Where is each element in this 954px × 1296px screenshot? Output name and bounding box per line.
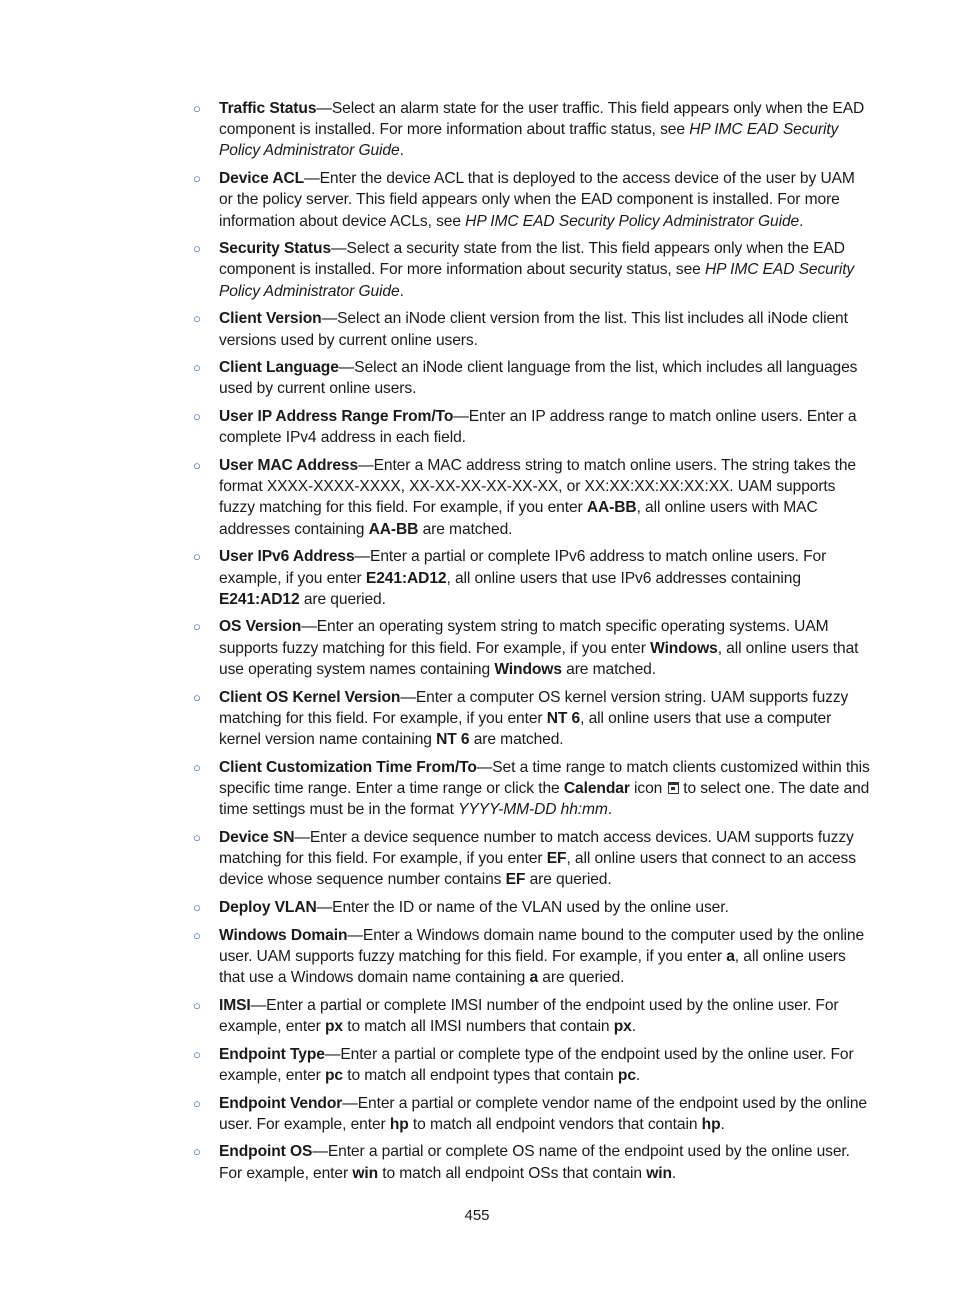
- list-item-windows-domain: ○ Windows Domain—Enter a Windows domain name bound to the computer used by the online user. UAM supports fuzzy matching for this field. For example, if you enter a, all online users that use a Windows domain name containing a are queried.: [193, 926, 865, 987]
- bullet-icon: ○: [193, 1046, 201, 1062]
- example-value: pc: [324, 1066, 343, 1084]
- bullet-icon: ○: [193, 409, 201, 425]
- list-item-os-version: ○ OS Version—Enter an operating system string to match specific operating systems. UAM supports fuzzy matching for this field. For example, if you enter Windows, all online users that use operating system names containing Windows are matched.: [193, 618, 859, 678]
- list-item-deploy-vlan: [190, 897, 870, 918]
- term: OS Version: [219, 618, 302, 636]
- list-item-endpoint-os: ○ Endpoint OS—Enter a partial or complete OS name of the endpoint used by the online user. For example, enter win to match all endpoint OSs that contain win.: [193, 1143, 850, 1182]
- description: —Enter the device ACL that is deployed to the access device of the user by UAM or the policy server. This field appears only when the EAD component is installed. For more information about device ACLs, see: [219, 170, 855, 230]
- list-item-client-language: [190, 357, 870, 399]
- term: Endpoint Type: [219, 1045, 325, 1063]
- bullet-icon: ○: [193, 759, 201, 775]
- description: —Select a security state from the list. This field appears only when the EAD component is installed. For more information about security status, see: [219, 240, 845, 279]
- bullet-icon: ○: [193, 241, 201, 257]
- example-value: win: [646, 1164, 672, 1182]
- term: Endpoint Vendor: [219, 1094, 343, 1112]
- bullet-icon: ○: [193, 458, 201, 474]
- term: Client OS Kernel Version: [219, 688, 401, 706]
- bullet-icon: ○: [193, 927, 201, 943]
- example-value: a: [726, 947, 735, 965]
- calendar-label: Calendar: [563, 779, 630, 797]
- term: User IP Address Range From/To: [219, 408, 454, 426]
- list-item-client-os-kernel-version: ○ Client OS Kernel Version—Enter a computer OS kernel version string. UAM supports fuzzy matching for this field. For example, if you enter NT 6, all online users that use a computer kernel version name containing NT 6 are matched.: [193, 688, 849, 748]
- example-value: pc: [617, 1066, 636, 1084]
- list-item-user-ipv6-address: ○ User IPv6 Address—Enter a partial or complete IPv6 address to match online users. For example, if you enter E241:AD12, all online users that use IPv6 addresses containing E241:AD12 are queried.: [193, 548, 827, 608]
- example-value: NT 6: [546, 709, 581, 727]
- term: Endpoint OS: [219, 1143, 313, 1161]
- field-description-list: [190, 98, 870, 1190]
- bullet-icon: ○: [193, 171, 201, 187]
- list-item-endpoint-vendor: ○ Endpoint Vendor—Enter a partial or complete vendor name of the endpoint used by the online user. For example, enter hp to match all endpoint vendors that contain hp.: [193, 1094, 868, 1133]
- list-item-client-version: [190, 308, 870, 350]
- term: Deploy VLAN: [219, 898, 317, 916]
- example-value: hp: [701, 1115, 721, 1133]
- example-value: EF: [546, 850, 567, 867]
- list-item-security-status: ○ Security Status—Select a security state from the list. This field appears only when the EAD component is installed. For more information about security status, see HP IMC EAD Security Policy Administrator Guide.: [193, 240, 855, 300]
- example-value: win: [352, 1164, 378, 1182]
- bullet-icon: ○: [193, 360, 201, 376]
- list-item-client-customization-time: ○ Client Customization Time From/To—Set a time range to match clients customized within this specific time range. Enter a time range or click the Calendar icon to select one. The date and time settings must be in the format YYYY-MM-DD hh:mm.: [193, 758, 870, 819]
- list-item-user-ip-range: [190, 406, 870, 448]
- term: Security Status: [219, 240, 332, 258]
- example-value: px: [613, 1017, 632, 1035]
- example-value: Windows: [650, 639, 718, 657]
- page-number: 455: [464, 1207, 490, 1224]
- list-item-device-sn: ○ Device SN—Enter a device sequence number to match access devices. UAM supports fuzzy matching for this field. For example, if you enter EF, all online users that connect to an access device whose sequence number contains EF are queried.: [193, 828, 856, 889]
- bullet-icon: ○: [193, 997, 201, 1013]
- example-value: px: [324, 1017, 343, 1035]
- term: User IPv6 Address: [219, 548, 355, 566]
- calendar-icon: [668, 782, 679, 794]
- bullet-icon: ○: [193, 549, 201, 565]
- list-item-endpoint-type: ○ Endpoint Type—Enter a partial or complete type of the endpoint used by the online user. For example, enter pc to match all endpoint types that contain pc.: [193, 1045, 854, 1084]
- description: —Select an iNode client version from the list. This list includes all iNode client versions used by current online users.: [219, 310, 848, 349]
- list-item-imsi: ○ IMSI—Enter a partial or complete IMSI number of the endpoint used by the online user. For example, enter px to match all IMSI numbers that contain px.: [193, 996, 839, 1035]
- example-value: NT 6: [436, 730, 470, 748]
- example-value: E241:AD12: [365, 569, 447, 587]
- description: —Select an iNode client language from the list, which includes all languages used by current online users.: [219, 359, 858, 398]
- bullet-icon: ○: [193, 689, 201, 705]
- term: Traffic Status: [219, 100, 317, 117]
- description: —Enter an IP address range to match online users. Enter a complete IPv4 address in each field.: [219, 408, 857, 447]
- list-item-user-mac-address: ○ User MAC Address—Enter a MAC address string to match online users. The string takes the format XXXX-XXXX-XXXX, XX-XX-XX-XX-XX-XX, or XX:XX:XX:XX:XX:XX. UAM supports fuzzy matching for this field. For example, if you enter AA-BB, all online users with MAC addresses containing AA-BB are matched.: [193, 457, 856, 538]
- bullet-icon: ○: [193, 1095, 201, 1111]
- example-value: hp: [389, 1115, 409, 1133]
- term: Device ACL: [219, 170, 305, 188]
- description: —Select an alarm state for the user traffic. This field appears only when the EAD component is installed. For more information about traffic status, see: [219, 100, 865, 139]
- bullet-icon: ○: [193, 1144, 201, 1160]
- example-value: a: [529, 969, 539, 987]
- term: User MAC Address: [219, 457, 359, 475]
- reference: HP IMC EAD Security Policy Administrator Guide: [219, 121, 839, 160]
- reference: HP IMC EAD Security Policy Administrator Guide: [465, 212, 800, 230]
- example-value: AA-BB: [586, 499, 637, 517]
- example-value: Windows: [494, 660, 562, 678]
- list-item-device-acl: ○ Device ACL—Enter the device ACL that is deployed to the access device of the user by UAM or the policy server. This field appears only when the EAD component is installed. For more information about device ACLs, see HP IMC EAD Security Policy Administrator Guide.: [193, 170, 855, 230]
- bullet-icon: ○: [193, 101, 201, 116]
- bullet-icon: ○: [193, 619, 201, 635]
- term: Client Language: [219, 359, 339, 377]
- bullet-icon: ○: [193, 899, 201, 915]
- example-value: E241:AD12: [219, 590, 300, 608]
- example-value: EF: [505, 871, 526, 889]
- term: Client Customization Time From/To: [219, 758, 477, 776]
- example-value: AA-BB: [368, 520, 419, 538]
- term: IMSI: [219, 996, 251, 1014]
- reference: HP IMC EAD Security Policy Administrator Guide: [219, 261, 855, 300]
- list-item-traffic-status: ○ Traffic Status—Select an alarm state for the user traffic. This field appears only when the EAD component is installed. For more information about traffic status, see HP IMC EAD Security Policy Administrator Guide.: [193, 100, 865, 160]
- description: —Enter the ID or name of the VLAN used by the online user.: [316, 898, 729, 916]
- term: Windows Domain: [219, 926, 348, 944]
- term: Client Version: [219, 310, 322, 328]
- bullet-icon: ○: [193, 311, 201, 327]
- date-format: YYYY-MM-DD hh:mm: [458, 801, 608, 819]
- bullet-icon: ○: [193, 829, 201, 845]
- term: Device SN: [219, 828, 295, 846]
